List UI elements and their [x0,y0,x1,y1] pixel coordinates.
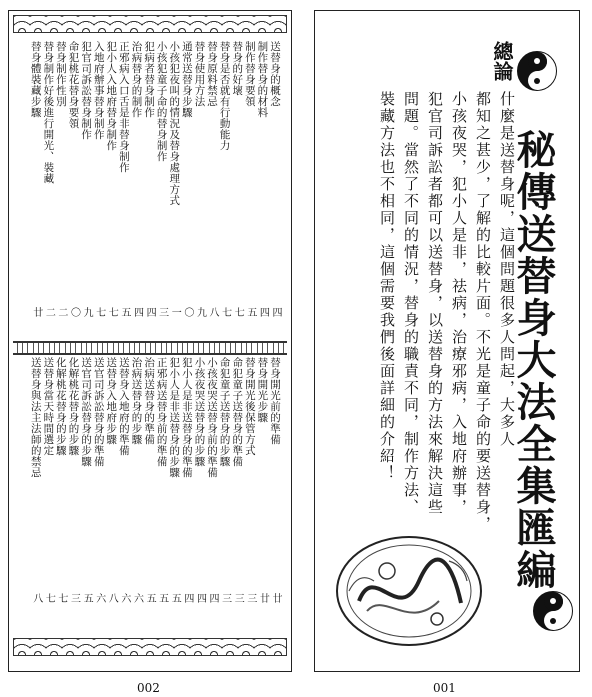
toc-page-number: 四 [144,307,156,317]
toc-entry-title: 治病送替身的步驟 [130,357,143,445]
body-line: 犯官司訴訟者都可以送替身，以送替身的方法來解決這些 [426,91,444,516]
bottom-wave-border [13,638,287,656]
toc-entry[interactable] [205,41,218,337]
toc-page-number: 五 [81,593,93,603]
toc-page-number: 四 [207,593,219,603]
toc-page-number: 〇 [68,307,80,317]
toc-entry-title: 替身開光後保管方式 [243,357,256,456]
toc-entry-title: 正邪病送替身前的準備 [155,357,168,467]
toc-page-number: 六 [93,593,105,603]
toc-page-number: 二 [43,307,55,317]
page-number-right: 001 [433,681,456,695]
toc-page-number: 五 [244,307,256,317]
toc-entry-title: 送官司訴訟替身的準備 [92,357,105,467]
toc-page-number: 五 [144,593,156,603]
toc-entry-title: 入地府辦事替身制作 [92,41,105,140]
toc-page-number: 八 [106,593,118,603]
toc-entry-title: 小孩犯夜叫的情況及替身處理方式 [168,41,181,206]
toc-page-number: 五 [156,593,168,603]
toc-entry-title: 送替身入地府的準備 [117,357,130,456]
body-line: 什麼是送替身呢，這個問題很多人問起，大多人 [498,91,516,448]
toc-page-number: 四 [181,593,193,603]
toc-page-number: 三 [156,307,168,317]
section-label: 總論 [490,41,514,81]
dragon-medallion-icon [329,531,489,651]
toc-page-number: 七 [106,307,118,317]
body-line: 小孩夜哭，犯小人是非，祛病，治療邪病，入地府辦事， [450,91,468,516]
toc-entry-title: 小孩夜哭送替身前的準備 [206,357,219,478]
right-page [314,10,580,695]
toc-entry-title: 替身原料禁忌 [206,41,219,107]
toc-page-number: 〇 [181,307,193,317]
toc-entry[interactable] [256,41,269,337]
toc-entry[interactable] [268,41,281,337]
toc-page-number: 六 [131,593,143,603]
toc-entry[interactable] [67,41,80,337]
toc-entry-title: 治病送替身的準備 [143,357,156,445]
body-line: 問題。當然了不同的情況，替身的職責不同，制作方法、 [402,91,420,516]
page-number-left: 002 [137,681,160,695]
toc-entry-title: 犯小人入地府替身制作 [105,41,118,151]
toc-page-number: 四 [194,593,206,603]
toc-entry[interactable] [142,41,155,337]
toc-entry-title: 送替身當天時間選定 [42,357,55,456]
toc-page-number: 三 [219,593,231,603]
toc-entry-title: 通常送替身步驟 [180,41,193,118]
toc-entry[interactable] [231,41,244,337]
toc-page-number: 三 [68,593,80,603]
toc-page-number: 二 [55,307,67,317]
toc-entry-title: 送替身與法主法師的禁忌 [29,357,42,478]
toc-page-number: 三 [244,593,256,603]
taiji-icon [517,51,557,91]
toc-entry[interactable] [80,41,93,337]
body-text [375,91,519,533]
toc-entry[interactable] [92,41,105,337]
toc-entry[interactable] [105,41,118,337]
toc-entry-title: 制作替身的材料 [256,41,269,118]
toc-entry-title: 命犯童子送替身的準備 [231,357,244,467]
toc-entry-title: 替身的好壞 [231,41,244,96]
toc-upper-page-numbers [29,307,281,317]
toc-page-number: 五 [118,307,130,317]
toc-entry-title: 犯病者替身制作 [143,41,156,118]
toc-entry-title: 犯小人是非送替身的步驟 [168,357,181,478]
taiji-icon [533,591,573,631]
toc-entry[interactable] [218,41,231,337]
toc-page-number: 五 [169,593,181,603]
toc-entry-title: 化解桃花替身的步驟 [54,357,67,456]
left-page [8,10,292,695]
toc-entry-title: 替身使用方法 [193,41,206,107]
toc-entry-title: 送官司訴訟替身的步驟 [80,357,93,467]
toc-page-number: 九 [194,307,206,317]
toc-entry-title: 送替身入地府步驟 [105,357,118,445]
toc-page-number: 七 [43,593,55,603]
toc-entry[interactable] [117,41,130,337]
toc-entry-title: 替身制作好後進行開光、裝藏 [42,41,55,184]
toc-entry-title: 命犯桃花替身要領 [67,41,80,129]
toc-entry-title: 替身開光前的準備 [269,357,281,445]
toc-upper-list [29,41,281,337]
toc-lower-page-numbers [29,593,281,603]
toc-entry-title: 替身是否就有行動能力 [218,41,231,151]
toc-entry-title: 犯小人是非送替身的準備 [180,357,193,478]
toc-page-number: 九 [81,307,93,317]
toc-page-number: 一 [169,307,181,317]
toc-entry[interactable] [193,41,206,337]
toc-page-number: 四 [131,307,143,317]
toc-page-number: 七 [219,307,231,317]
toc-entry-title: 替身開光步驟 [256,357,269,423]
toc-page-number: 八 [207,307,219,317]
toc-entry[interactable] [42,41,55,337]
toc-entry-title: 小孩犯童子命的替身制作 [155,41,168,162]
toc-entry-title: 命犯童子送替身的步驟 [218,357,231,467]
book-title: 秘傳送替身大法全集匯編 [510,129,557,591]
toc-page-number: 廿 [30,307,42,317]
toc-entry[interactable] [168,41,181,337]
toc-entry-title: 正邪病入口舌是非替身制作 [117,41,130,173]
toc-entry[interactable] [243,41,256,337]
middle-divider [13,341,287,355]
toc-entry[interactable] [155,41,168,337]
toc-page-number: 四 [257,307,269,317]
toc-entry-title: 替身制作性別 [54,41,67,107]
toc-entry[interactable] [130,41,143,337]
body-line: 都知之甚少，了解的比較片面。不光是童子命的要送替身， [474,91,492,533]
toc-page-number: 六 [118,593,130,603]
toc-page-number: 七 [232,307,244,317]
toc-page-number: 七 [93,307,105,317]
body-line: 裝藏方法也不相同，這個需要我們後面詳細的介紹！ [378,91,396,482]
toc-entry[interactable] [54,41,67,337]
toc-entry[interactable] [29,41,42,337]
toc-page-number: 廿 [257,593,269,603]
toc-entry-title: 小孩夜哭送替身的步驟 [193,357,206,467]
toc-entry-title: 化解桃花替身的步驟 [67,357,80,456]
toc-entry[interactable] [180,41,193,337]
top-wave-border [13,15,287,33]
toc-page-number: 廿 [270,593,281,603]
toc-entry-title: 替身體裝藏步驟 [29,41,42,118]
toc-page-number: 七 [55,593,67,603]
toc-page-number: 三 [232,593,244,603]
toc-entry-title: 治病替身的制作 [130,41,143,118]
toc-entry-title: 犯官司訴訟替身制作 [80,41,93,140]
toc-entry-title: 制作替身要領 [243,41,256,107]
toc-page-number: 八 [30,593,42,603]
toc-entry-title: 送替身的概念 [269,41,281,107]
toc-page-number: 四 [270,307,281,317]
